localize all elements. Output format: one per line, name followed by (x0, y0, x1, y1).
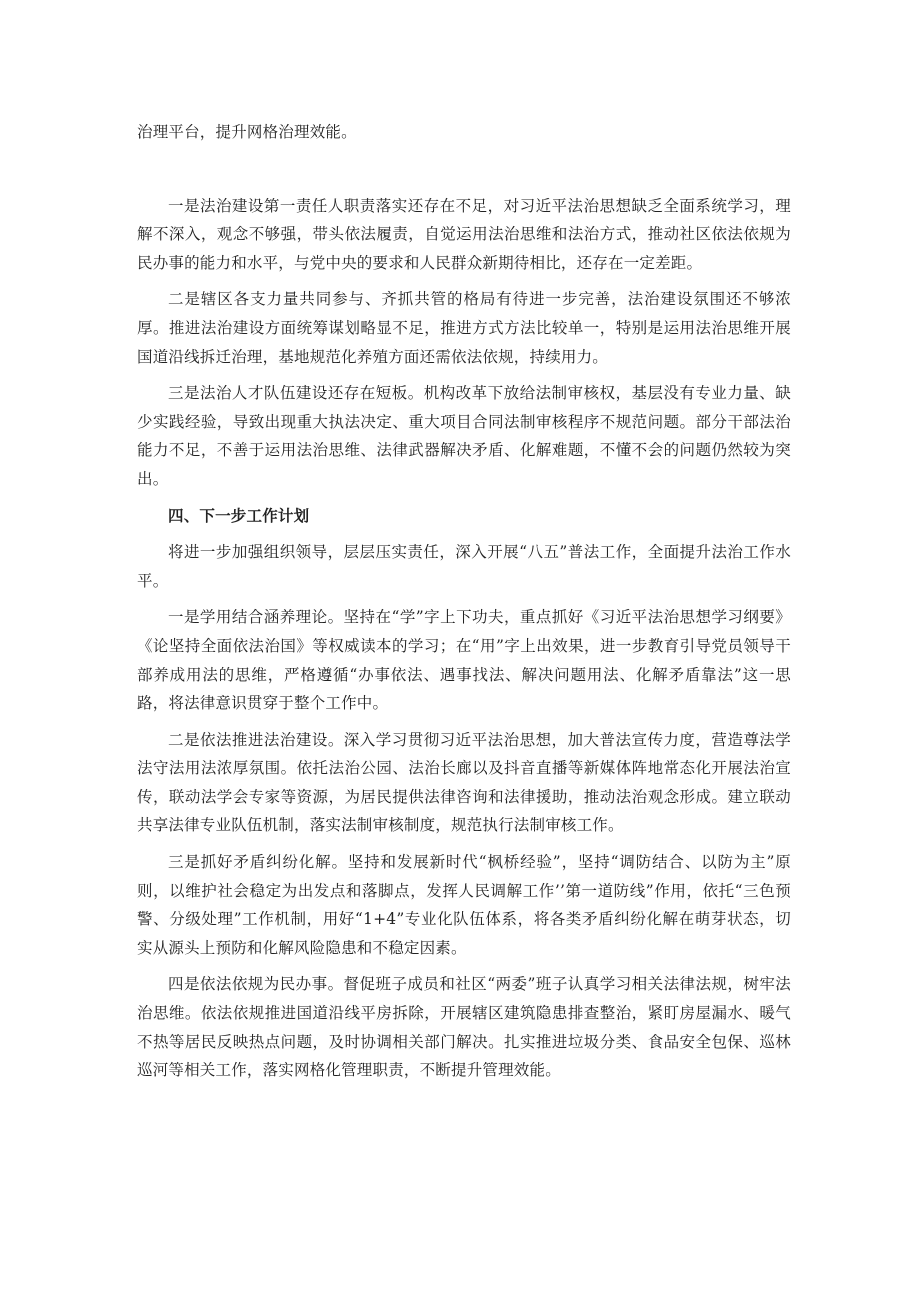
plan-paragraph-1: 一是学用结合涵养理论。坚持在“学”字上下功夫，重点抓好《习近平法治思想学习纲要》《论坚持全面依法治国》等权威读本的学习；在“用”字上出效果，进一步教育引导党员领导干部养成用法的思维，严格遵循“办事依法、遇事找法、解决问题用法、化解矛盾靠法”这一思路，将法律意识贯穿于整个工作中。 (137, 608, 791, 713)
plan-paragraph-2: 二是依法推进法治建设。深入学习贯彻习近平法治思想，加大普法宣传力度，营造尊法学法守法用法浓厚氛围。依托法治公园、法治长廊以及抖音直播等新媒体阵地常态化开展法治宣传，联动法学会专家等资源，为居民提供法律咨询和法律援助，推动法治观念形成。建立联动共享法律专业队伍机制，落实法制审核制度，规范执行法制审核工作。 (137, 730, 791, 835)
plan-intro-paragraph: 将进一步加强组织领导，层层压实责任，深入开展“八五”普法工作，全面提升法治工作水平。 (137, 543, 791, 590)
document-page (137, 118, 791, 1085)
plan-paragraph-4: 四是依法依规为民办事。督促班子成员和社区“两委”班子认真学习相关法律法规，树牢法治思维。依法依规推进国道沿线平房拆除，开展辖区建筑隐患排查整治，紧盯房屋漏水、暖气不热等居民反映热点问题，及时协调相关部门解决。扎实推进垃圾分类、食品安全包保、巡林巡河等相关工作，落实网格化管理职责，不断提升管理效能。 (137, 975, 791, 1080)
plan-paragraph-3: 三是抓好矛盾纠纷化解。坚持和发展新时代“枫桥经验”，坚持“调防结合、以防为主”原则，以维护社会稳定为出发点和落脚点，发挥人民调解工作’’第一道防线”作用，依托“三色预警、分级处理”工作机制，用好“1+4”专业化队伍体系，将各类矛盾纠纷化解在萌芽状态，切实从源头上预防和化解风险隐患和不稳定因素。 (137, 853, 791, 957)
continuation-paragraph: 治理平台，提升网格治理效能。 (137, 123, 357, 141)
problem-paragraph-1: 一是法治建设第一责任人职责落实还存在不足，对习近平法治思想缺乏全面系统学习，理解不深入，观念不够强，带头依法履责，自觉运用法治思维和法治方式，推动社区依法依规为民办事的能力和水平，与党中央的要求和人民群众新期待相比，还存在一定差距。 (137, 196, 791, 272)
problem-paragraph-3: 三是法治人才队伍建设还存在短板。机构改革下放给法制审核权，基层没有专业力量、缺少实践经验，导致出现重大执法决定、重大项目合同法制审核程序不规范问题。部分干部法治能力不足，不善于运用法治思维、法律武器解决矛盾、化解难题，不懂不会的问题仍然较为突出。 (137, 384, 791, 488)
section-heading: 四、下一步工作计划 (168, 505, 310, 525)
problem-paragraph-2: 二是辖区各支力量共同参与、齐抓共管的格局有待进一步完善，法治建设氛围还不够浓厚。推进法治建设方面统筹谋划略显不足，推进方式方法比较单一，特别是运用法治思维开展国道沿线拆迁治理，基地规范化养殖方面还需依法依规，持续用力。 (137, 290, 791, 366)
